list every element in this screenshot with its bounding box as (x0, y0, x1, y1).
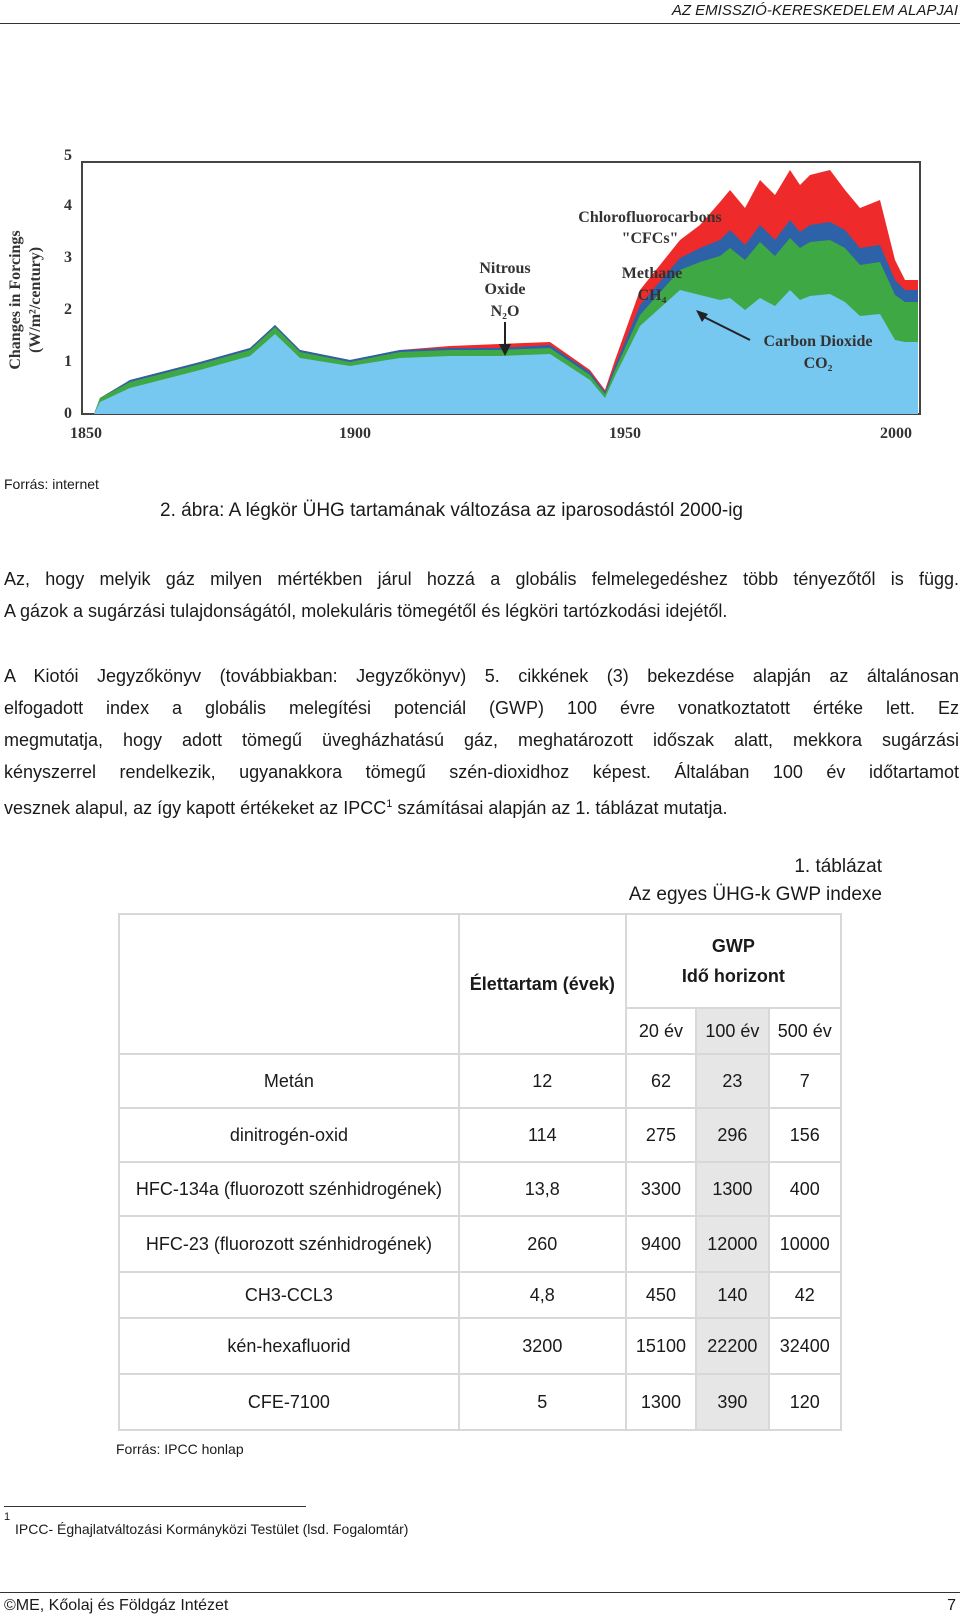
header-horizon: Idő horizont (681, 966, 785, 986)
lifetime-value: 5 (459, 1374, 626, 1430)
table-row (119, 1162, 841, 1216)
table-row (119, 1216, 841, 1272)
svg-text:Nitrous: Nitrous (479, 260, 531, 277)
header-blank-cell (119, 914, 459, 1054)
footnote-text: IPCC- Éghajlatváltozási Kormányközi Testület (lsd. Fogalomtár) (15, 1521, 409, 1537)
paragraph-2-line-4: kényszerrel rendelkezik, ugyanakkora tömegű szén-dioxidhoz képest. Általában 100 év időtartamot (4, 762, 959, 782)
svg-text:"CFCs": "CFCs" (621, 230, 679, 247)
gwp-20: 275 (626, 1108, 696, 1162)
svg-text:CH₄: CH₄ (637, 287, 667, 304)
lifetime-value: 114 (459, 1108, 626, 1162)
y-tick-label: 3 (64, 249, 72, 266)
gwp-100: 390 (696, 1374, 768, 1430)
lifetime-value: 260 (459, 1216, 626, 1272)
x-tick-label: 1950 (609, 425, 641, 442)
y-axis-label-line1: Changes in Forcings (7, 230, 24, 370)
lifetime-value: 12 (459, 1054, 626, 1108)
footer-copyright: ©ME, Kőolaj és Földgáz Intézet (4, 1597, 229, 1614)
gas-name: Metán (119, 1054, 459, 1108)
lifetime-value: 4,8 (459, 1272, 626, 1318)
table-number: 1. táblázat (794, 856, 882, 877)
svg-text:Chlorofluorocarbons: Chlorofluorocarbons (578, 209, 722, 226)
header-100-years: 100 év (696, 1008, 768, 1054)
x-tick-labels (70, 425, 912, 442)
gwp-20: 62 (626, 1054, 696, 1108)
header-gwp-title: GWP (711, 936, 755, 956)
paragraph-1-line-1: Az, hogy melyik gáz milyen mértékben járul hozzá a globális felmelegedéshez több tényezőtől is függ. (4, 569, 959, 589)
paragraph-1-line-2: A gázok a sugárzási tulajdonságától, molekuláris tömegétől és légköri tartózkodási idejétől. (4, 601, 728, 621)
gwp-500: 120 (769, 1374, 841, 1430)
page-number: 7 (947, 1597, 956, 1614)
header-lifetime: Élettartam (évek) (459, 914, 626, 1054)
x-tick-label: 2000 (880, 425, 912, 442)
figure-source: Forrás: internet (4, 476, 99, 492)
gas-name: CH3-CCL3 (119, 1272, 459, 1318)
gwp-500: 400 (769, 1162, 841, 1216)
gwp-500: 10000 (769, 1216, 841, 1272)
table-row (119, 1108, 841, 1162)
gwp-100: 12000 (696, 1216, 768, 1272)
gwp-100: 1300 (696, 1162, 768, 1216)
svg-text:Oxide: Oxide (484, 281, 526, 298)
gwp-20: 9400 (626, 1216, 696, 1272)
paragraph-2-line-2: elfogadott index a globális melegítési potenciál (GWP) 100 évre vonatkoztatott értéke lett. Ez (4, 698, 959, 718)
gwp-20: 3300 (626, 1162, 696, 1216)
paragraph-2-line-3: megmutatja, hogy adott tömegű üvegházhatású gáz, meghatározott időszak alatt, mekkora sugárzási (4, 730, 959, 750)
x-tick-label: 1900 (339, 425, 371, 442)
gwp-20: 1300 (626, 1374, 696, 1430)
x-tick-label: 1850 (70, 425, 102, 442)
gwp-20: 15100 (626, 1318, 696, 1374)
y-tick-label: 5 (64, 147, 72, 164)
gwp-500: 156 (769, 1108, 841, 1162)
footnote-ref[interactable]: 1 (386, 798, 393, 810)
figure-caption: 2. ábra: A légkör ÜHG tartamának változása az iparosodástól 2000-ig (160, 500, 743, 521)
gwp-100: 296 (696, 1108, 768, 1162)
gwp-500: 42 (769, 1272, 841, 1318)
table-row (119, 1272, 841, 1318)
footer-rule (0, 1592, 960, 1593)
paragraph-2-line-1: A Kiotói Jegyzőkönyv (továbbiakban: Jegyzőkönyv) 5. cikkének (3) bekezdése alapján az általánosan (4, 666, 959, 686)
gas-name: CFE-7100 (119, 1374, 459, 1430)
gas-name: HFC-23 (fluorozott szénhidrogének) (119, 1216, 459, 1272)
running-title: AZ EMISSZIÓ-KERESKEDELEM ALAPJAI (671, 2, 958, 19)
gwp-100: 23 (696, 1054, 768, 1108)
y-tick-labels (64, 147, 72, 422)
gwp-100: 140 (696, 1272, 768, 1318)
y-tick-label: 0 (64, 405, 72, 422)
footnote-rule (4, 1506, 306, 1507)
table-source: Forrás: IPCC honlap (116, 1441, 244, 1457)
svg-text:N₂O: N₂O (490, 303, 520, 320)
svg-text:Methane: Methane (621, 265, 683, 282)
header-gwp (626, 914, 841, 1008)
y-axis-label-line2: (W/m²/century) (27, 246, 44, 354)
gas-name: HFC-134a (fluorozott szénhidrogének) (119, 1162, 459, 1216)
header-500-years: 500 év (769, 1008, 841, 1054)
gwp-100: 22200 (696, 1318, 768, 1374)
gas-name: dinitrogén-oxid (119, 1108, 459, 1162)
header-20-years: 20 év (626, 1008, 696, 1054)
table-row (119, 1318, 841, 1374)
table-row (119, 1054, 841, 1108)
y-tick-label: 2 (64, 301, 72, 318)
y-tick-label: 1 (64, 353, 72, 370)
table-row (119, 1374, 841, 1430)
forcings-figure (0, 130, 935, 460)
gas-name: kén-hexafluorid (119, 1318, 459, 1374)
y-tick-label: 4 (64, 197, 72, 214)
table-title: Az egyes ÜHG-k GWP indexe (628, 884, 882, 905)
header-rule (0, 23, 960, 24)
gwp-500: 32400 (769, 1318, 841, 1374)
svg-text:Carbon Dioxide: Carbon Dioxide (763, 333, 873, 350)
svg-text:CO₂: CO₂ (803, 355, 833, 372)
gwp-500: 7 (769, 1054, 841, 1108)
lifetime-value: 13,8 (459, 1162, 626, 1216)
lifetime-value: 3200 (459, 1318, 626, 1374)
paragraph-2-line-5: vesznek alapul, az így kapott értékeket az IPCC$^1$ számításai alapján az 1. táblázat mutatja. (4, 798, 728, 818)
gwp-20: 450 (626, 1272, 696, 1318)
gwp-table (118, 913, 842, 1431)
footnote-mark: 1 (4, 1511, 11, 1523)
